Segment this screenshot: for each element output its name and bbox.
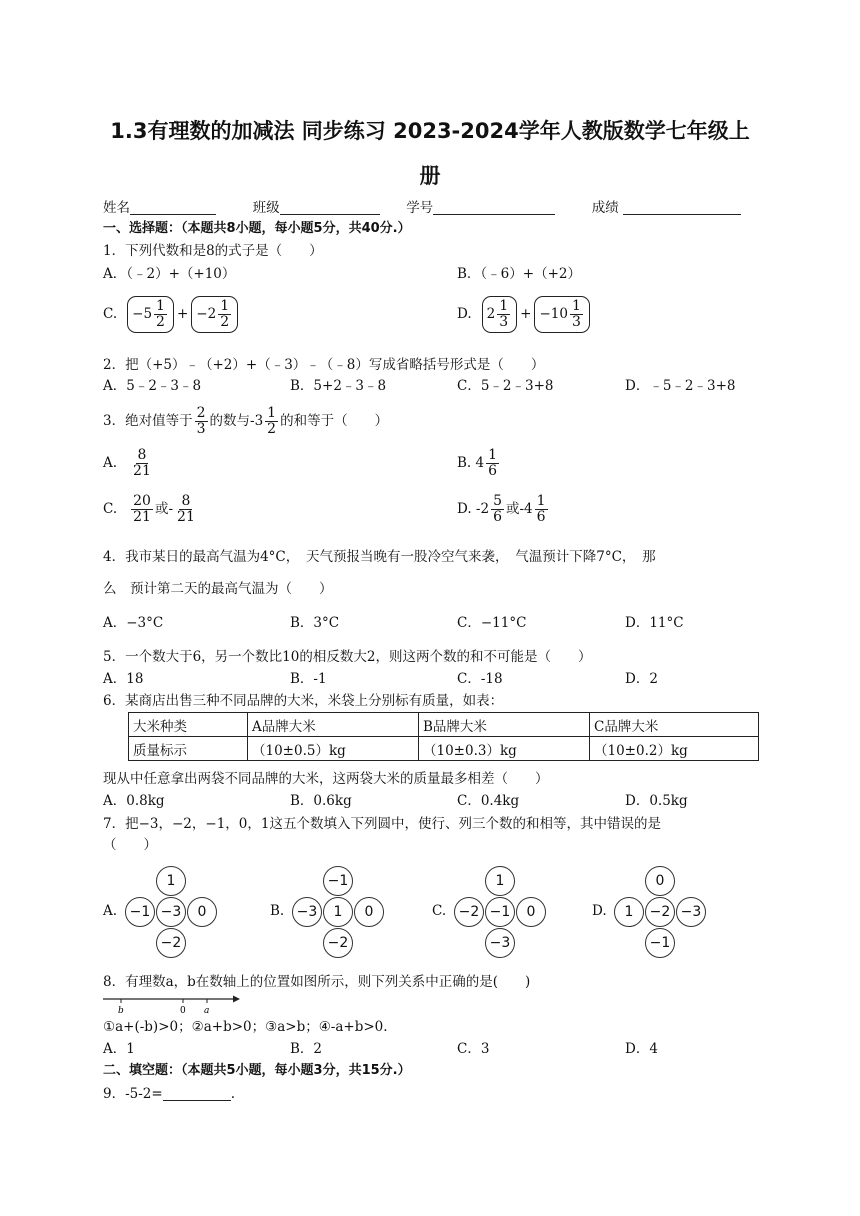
id-label: 学号: [406, 200, 434, 216]
section-heading: 二、填空题：（本题共5小题，每小题3分，共15分.）: [103, 1063, 411, 1078]
option-d[interactable]: D. 2 $\frac{1}{3}$ + −10 $\frac{1}{3}$: [457, 294, 590, 334]
name-label: 姓名: [103, 200, 130, 216]
circle-right: 0: [187, 897, 217, 927]
question-stem: 9．-5-2= .: [103, 1086, 235, 1102]
statements: ①a+(-b)>0；②a+b>0；③a>b；④-a+b>0.: [103, 1019, 388, 1035]
circle-center: −1: [485, 897, 515, 927]
circle-bottom: −1: [645, 928, 675, 958]
option-c[interactable]: C．−11°C: [457, 615, 527, 631]
option-d[interactable]: D．11°C: [625, 615, 684, 631]
option-d[interactable]: D．4: [625, 1041, 658, 1057]
rice-table: [128, 712, 759, 761]
option-a[interactable]: A．18: [103, 671, 144, 687]
option-c[interactable]: C．0.4kg: [457, 793, 520, 809]
student-info-line: [103, 199, 741, 217]
circle-right: 0: [354, 897, 384, 927]
circle-top: 1: [485, 866, 515, 896]
circle-left: −2: [454, 897, 484, 927]
circle-left: −3: [292, 897, 322, 927]
circle-right: 0: [516, 897, 546, 927]
option-label: B.: [270, 903, 285, 919]
option-a[interactable]: A．1: [103, 1041, 135, 1057]
table-cell: （10±0.5）kg: [248, 737, 419, 761]
table-row: [129, 713, 759, 737]
question-stem: 2．把（+5）﹣（+2）+（﹣3）﹣（﹣8）写成省略括号形式是（ ）: [103, 357, 545, 373]
question-stem: 8．有理数a，b在数轴上的位置如图所示，则下列关系中正确的是( ): [103, 974, 531, 990]
question-stem: 6．某商店出售三种不同品牌的大米，米袋上分别标有质量，如表：: [103, 693, 504, 709]
question-stem-cont: 现从中任意拿出两袋不同品牌的大米，这两袋大米的质量最多相差（ ）: [103, 771, 549, 787]
option-b[interactable]: B．5+2﹣3﹣8: [290, 378, 387, 394]
option-d[interactable]: D．0.5kg: [625, 793, 688, 809]
circle-figure-option[interactable]: [270, 866, 400, 958]
number-line: [103, 994, 243, 1016]
circle-center: −2: [645, 897, 675, 927]
question-stem: 3．绝对值等于 $\frac{2}{3}$ 的数与-3 $\frac{1}{2}$ 的和等于（ ）: [103, 404, 389, 437]
answer-blank[interactable]: [163, 1086, 231, 1101]
circle-center: 1: [323, 897, 353, 927]
option-a[interactable]: A．（﹣2）+（+10）: [103, 266, 236, 282]
circle-bottom: −2: [156, 928, 186, 958]
option-b[interactable]: B．（﹣6）+（+2）: [457, 266, 581, 282]
circle-figure-option[interactable]: [592, 866, 722, 958]
circle-center: −3: [156, 897, 186, 927]
option-c[interactable]: C．-18: [457, 671, 503, 687]
question-stem-cont: 么 预计第二天的最高气温为（ ）: [103, 581, 333, 597]
option-c[interactable]: C. −5 $\frac{1}{2}$ + −2 $\frac{1}{2}$: [103, 294, 238, 334]
option-a[interactable]: A．0.8kg: [103, 793, 165, 809]
circle-figure-option[interactable]: [103, 866, 233, 958]
question-stem: 4．我市某日的最高气温为4°C， 天气预报当晚有一股冷空气来袭， 气温预计下降7°C， 那: [103, 549, 656, 565]
score-blank[interactable]: [623, 200, 741, 215]
circle-top: 0: [645, 866, 675, 896]
axis-label-a: a: [204, 1006, 210, 1016]
option-b[interactable]: B．2: [290, 1041, 323, 1057]
table-cell: （10±0.3）kg: [419, 737, 590, 761]
option-b[interactable]: B．-1: [290, 671, 327, 687]
circle-bottom: −3: [485, 928, 515, 958]
circle-left: 1: [614, 897, 644, 927]
question-stem: 7．把−3，−2，−1，0，1这五个数填入下列圆中，使行、列三个数的和相等，其中错误的是: [103, 816, 661, 832]
option-a[interactable]: A．−3°C: [103, 615, 164, 631]
section-heading: 一、选择题：（本题共8小题，每小题5分，共40分.）: [103, 221, 411, 236]
circle-figure-option[interactable]: [432, 866, 562, 958]
class-blank[interactable]: [280, 200, 380, 215]
arrow-icon: [233, 996, 240, 1003]
circle-top: 1: [156, 866, 186, 896]
option-a[interactable]: A．5﹣2﹣3﹣8: [103, 378, 202, 394]
option-b[interactable]: B. 4 $\frac{1}{6}$: [457, 446, 498, 479]
score-label: 成绩: [591, 200, 619, 216]
table-cell: 大米种类: [129, 713, 248, 737]
option-b[interactable]: B．0.6kg: [290, 793, 352, 809]
circle-right: −3: [676, 897, 706, 927]
question-stem: 5．一个数大于6，另一个数比10的相反数大2，则这两个数的和不可能是（ ）: [103, 649, 592, 665]
table-cell: C品牌大米: [590, 713, 759, 737]
table-cell: A品牌大米: [248, 713, 419, 737]
answer-paren: （ ）: [103, 837, 157, 853]
option-label: D.: [592, 903, 607, 919]
option-d[interactable]: D．2: [625, 671, 658, 687]
table-cell: （10±0.2）kg: [590, 737, 759, 761]
option-c[interactable]: C．3: [457, 1041, 490, 1057]
option-c[interactable]: C．5﹣2﹣3+8: [457, 378, 554, 394]
table-cell: B品牌大米: [419, 713, 590, 737]
page-title: 1.3有理数的加减法 同步练习 2023-2024学年人教版数学七年级上: [110, 119, 750, 143]
axis-label-b: b: [118, 1006, 124, 1016]
option-a[interactable]: A. $\frac{8}{21}$: [103, 446, 151, 479]
name-blank[interactable]: [130, 200, 216, 215]
option-d[interactable]: D．﹣5﹣2﹣3+8: [625, 378, 736, 394]
id-blank[interactable]: [433, 200, 555, 215]
table-row: [129, 737, 759, 761]
circle-bottom: −2: [323, 928, 353, 958]
page-title-cont: 册: [419, 164, 441, 188]
circle-top: −1: [323, 866, 353, 896]
option-label: C.: [432, 903, 447, 919]
circle-left: −1: [125, 897, 155, 927]
option-b[interactable]: B．3°C: [290, 615, 340, 631]
option-c[interactable]: C. $\frac{20}{21}$ 或- $\frac{8}{21}$: [103, 492, 195, 525]
option-d[interactable]: D. -2 $\frac{5}{6}$ 或-4 $\frac{1}{6}$: [457, 492, 546, 525]
question-stem: 1．下列代数和是8的式子是（ ）: [103, 243, 323, 259]
table-cell: 质量标示: [129, 737, 248, 761]
axis-label-zero: 0: [180, 1006, 186, 1016]
option-label: A.: [103, 903, 118, 919]
class-label: 班级: [252, 200, 280, 216]
